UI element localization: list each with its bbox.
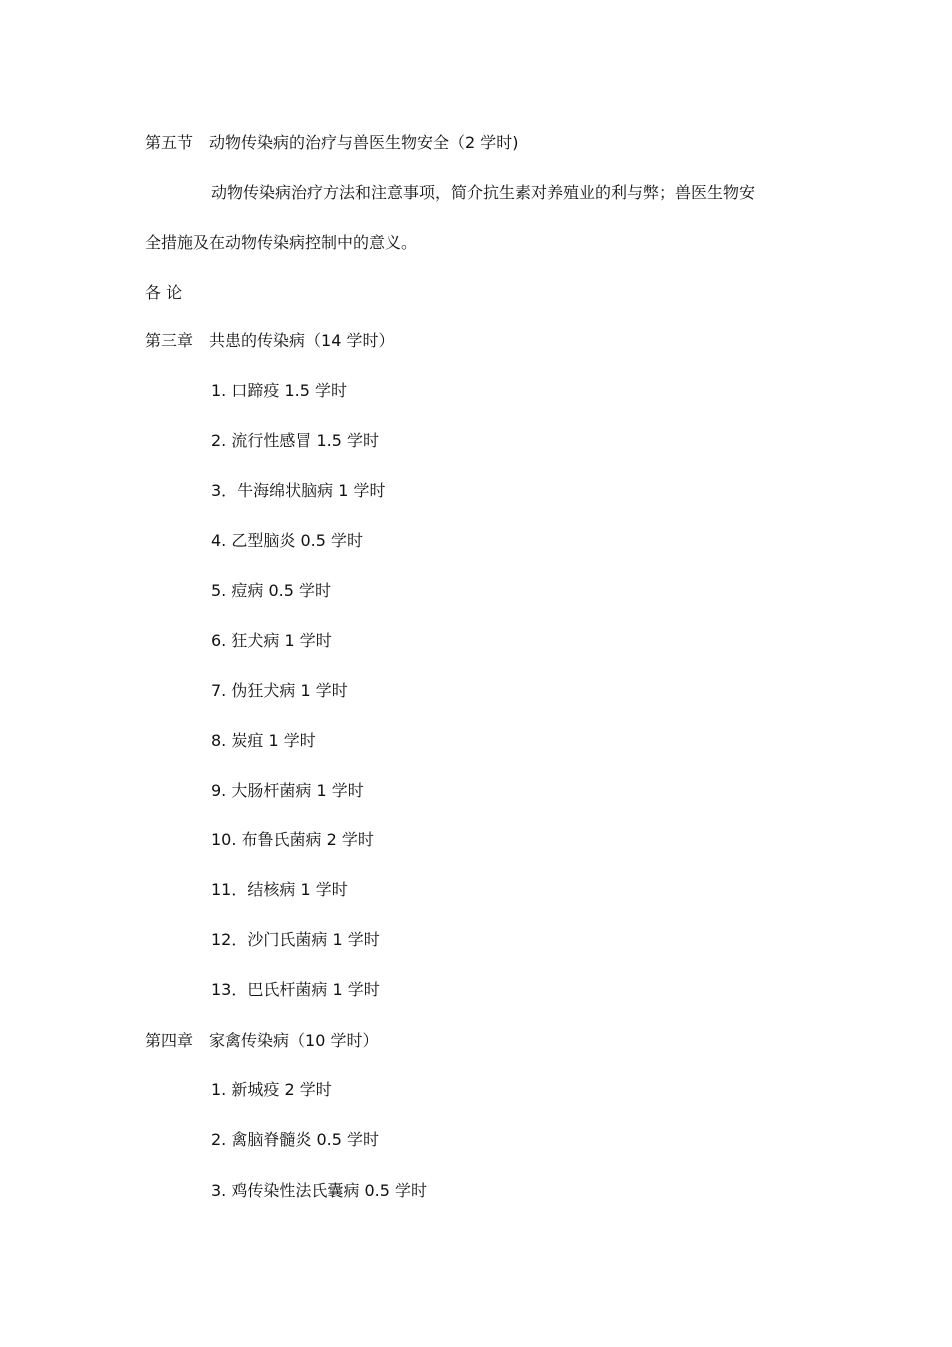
list-item: 6. 狂犬病 1 学时: [211, 631, 332, 650]
list-item: 5. 痘病 0.5 学时: [211, 581, 331, 600]
chapter-3-title: 共患的传染病（14 学时）: [209, 331, 395, 350]
section-title: 动物传染病的治疗与兽医生物安全（2 学时): [209, 133, 519, 152]
list-item: 7. 伪狂犬病 1 学时: [211, 681, 348, 700]
chapter-4-title: 家禽传染病（10 学时）: [209, 1031, 379, 1050]
chapter-3-heading: [145, 331, 394, 351]
list-item: 3. 鸡传染性法氏囊病 0.5 学时: [211, 1181, 427, 1200]
section-paragraph-line-2: 全措施及在动物传染病控制中的意义。: [145, 233, 418, 252]
list-item: 12．沙门氏菌病 1 学时: [211, 930, 380, 949]
general-heading: 各 论: [145, 283, 183, 302]
list-item: 2. 流行性感冒 1.5 学时: [211, 431, 379, 450]
list-item: 8. 炭疽 1 学时: [211, 731, 316, 750]
chapter-3-label: 第三章: [145, 331, 194, 350]
list-item: 10. 布鲁氏菌病 2 学时: [211, 830, 374, 849]
chapter-4-heading: [145, 1031, 378, 1051]
section-heading: [145, 133, 519, 153]
list-item: 9. 大肠杆菌病 1 学时: [211, 781, 364, 800]
list-item: 4. 乙型脑炎 0.5 学时: [211, 531, 363, 550]
section-paragraph-line-1: 动物传染病治疗方法和注意事项，简介抗生素对养殖业的利与弊；兽医生物安: [211, 183, 756, 202]
list-item: 2. 禽脑脊髓炎 0.5 学时: [211, 1130, 379, 1149]
chapter-4-label: 第四章: [145, 1031, 194, 1050]
list-item: 3．牛海绵状脑病 1 学时: [211, 481, 386, 500]
list-item: 1. 新城疫 2 学时: [211, 1080, 332, 1099]
list-item: 1. 口蹄疫 1.5 学时: [211, 381, 347, 400]
list-item: 11．结核病 1 学时: [211, 880, 348, 899]
section-label: 第五节: [145, 133, 194, 152]
list-item: 13．巴氏杆菌病 1 学时: [211, 980, 380, 999]
